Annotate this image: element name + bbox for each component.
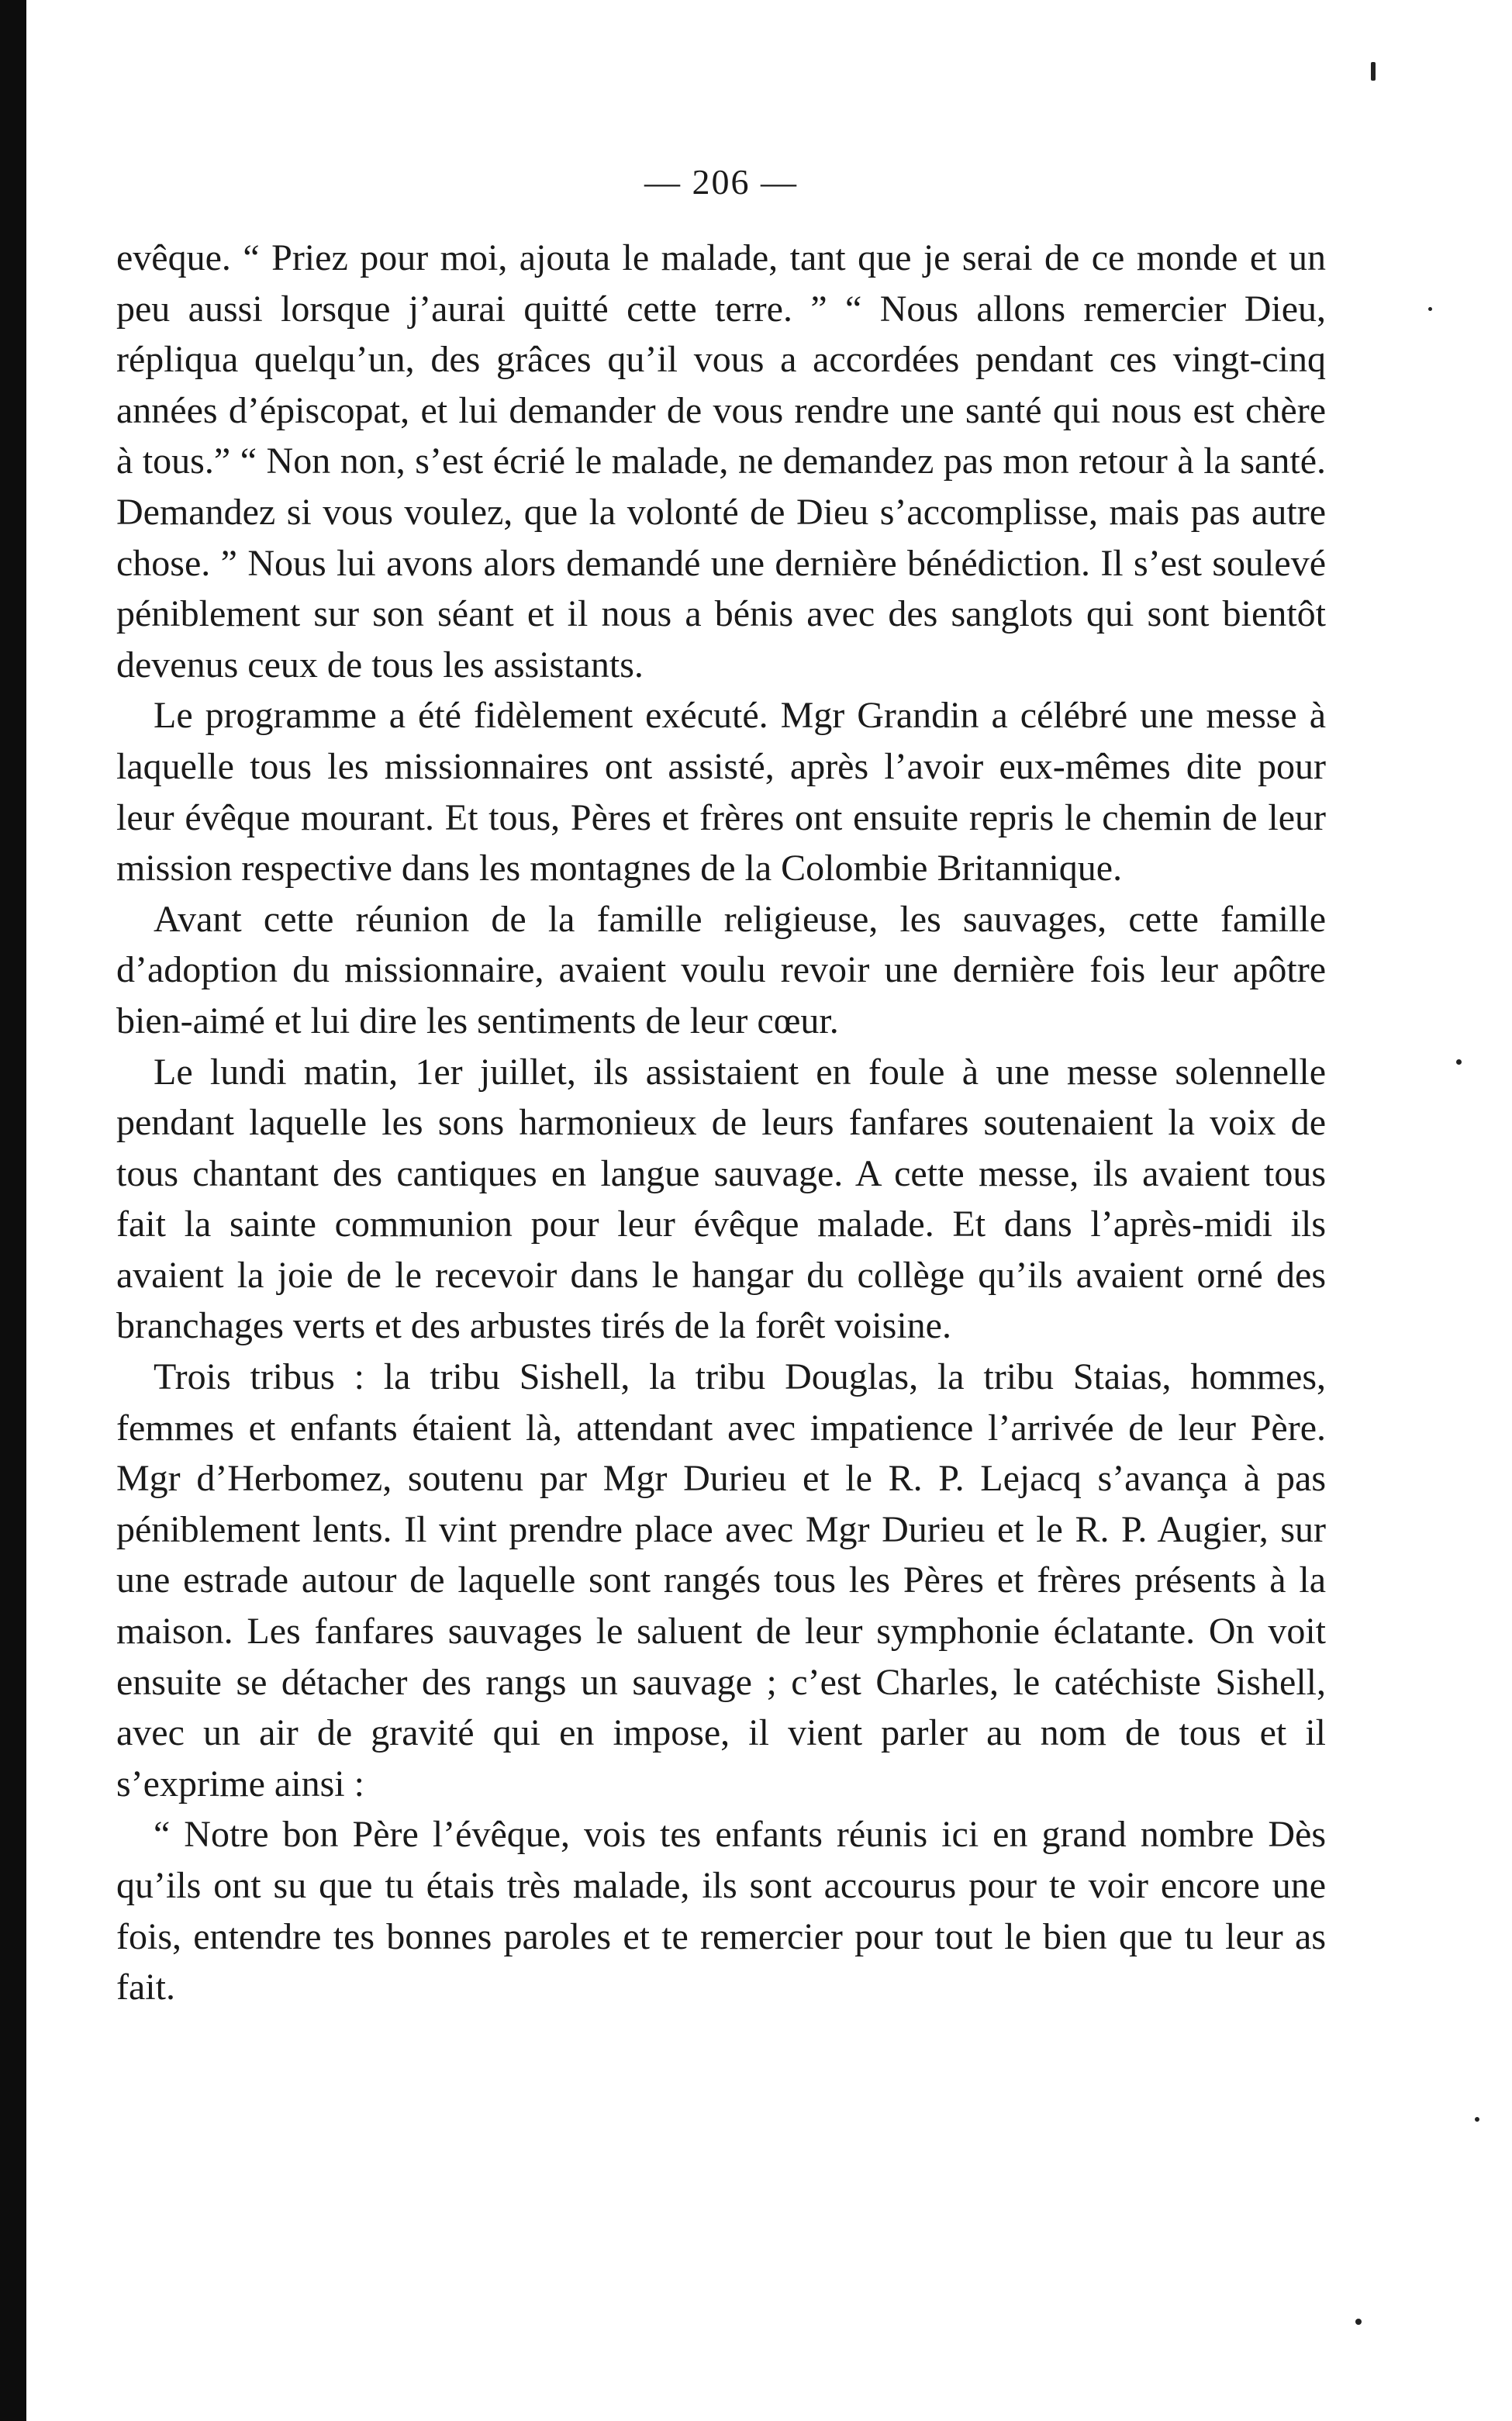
paragraph-monday-mass: Le lundi matin, 1er juillet, ils assistaient en foule à une messe solennelle pendant laquelle les sons harmonieux de leurs fanfares soutenaient la voix de tous chantant des cantiques en langue sauvage. A cette messe, ils avaient tous fait la sainte communion pour leur évêque malade. Et dans l’après-midi ils avaient la joie de le recevoir dans le hangar du collège qu’ils avaient orné des branchages verts et des arbustes tirés de la forêt voisine.	[116, 1051, 1326, 1347]
body-text	[116, 233, 1326, 2013]
scan-speck	[1475, 2117, 1479, 2122]
scan-speck	[1371, 62, 1376, 81]
paragraph-continuation: evêque. “ Priez pour moi, ajouta le malade, tant que je serai de ce monde et un peu aussi lorsque j’aurai quitté cette terre. ” “ Nous allons remercier Dieu, répliqua quelqu’un, des grâces qu’il vous a accordées pendant ces vingt-cinq années d’épiscopat, et lui demander de vous rendre une santé qui nous est chère à tous.” “ Non non, s’est écrié le malade, ne demandez pas mon retour à la santé. Demandez si vous voulez, que la volonté de Dieu s’accomplisse, mais pas autre chose. ” Nous lui avons alors demandé une dernière bénédiction. Il s’est soulevé péniblement sur son séant et il nous a bénis avec des sanglots qui sont bientôt devenus ceux de tous les assistants.	[116, 237, 1326, 686]
scan-speck	[1456, 1059, 1462, 1065]
scan-speck	[1428, 307, 1432, 311]
paragraph-programme: Le programme a été fidèlement exécuté. Mgr Grandin a célébré une messe à laquelle tous les missionnaires ont assisté, après l’avoir eux-mêmes dite pour leur évêque mourant. Et tous, Pères et frères ont ensuite repris le chemin de leur mission respective dans les montagnes de la Colombie Britannique.	[116, 695, 1326, 889]
scan-speck	[1355, 2319, 1362, 2325]
scan-binding-edge	[0, 0, 26, 2421]
paragraph-three-tribes: Trois tribus : la tribu Sishell, la tribu Douglas, la tribu Staias, hommes, femmes et enfants étaient là, attendant avec impatience l’arrivée de leur Père. Mgr d’Herbomez, soutenu par Mgr Durieu et le R. P. Lejacq s’avança à pas péniblement lents. Il vint prendre place avec Mgr Durieu et le R. P. Augier, sur une estrade autour de laquelle sont rangés tous les Pères et frères présents à la maison. Les fanfares sauvages le saluent de leur symphonie éclatante. On voit ensuite se détacher des rangs un sauvage ; c’est Charles, le catéchiste Sishell, avec un air de gravité qui en impose, il vient parler au nom de tous et il s’exprime ainsi :	[116, 1356, 1326, 1805]
paragraph-speech: “ Notre bon Père l’évêque, vois tes enfants réunis ici en grand nombre Dès qu’ils ont su que tu étais très malade, ils sont accourus pour te voir encore une fois, entendre tes bonnes paroles et te remercier pour tout le bien que tu leur as fait.	[116, 1814, 1326, 2008]
page-number: — 206 —	[644, 162, 798, 202]
paragraph-reunion: Avant cette réunion de la famille religieuse, les sauvages, cette famille d’adoption du missionnaire, avaient voulu revoir une dernière fois leur apôtre bien-aimé et lui dire les sentiments de leur cœur.	[116, 898, 1326, 1041]
